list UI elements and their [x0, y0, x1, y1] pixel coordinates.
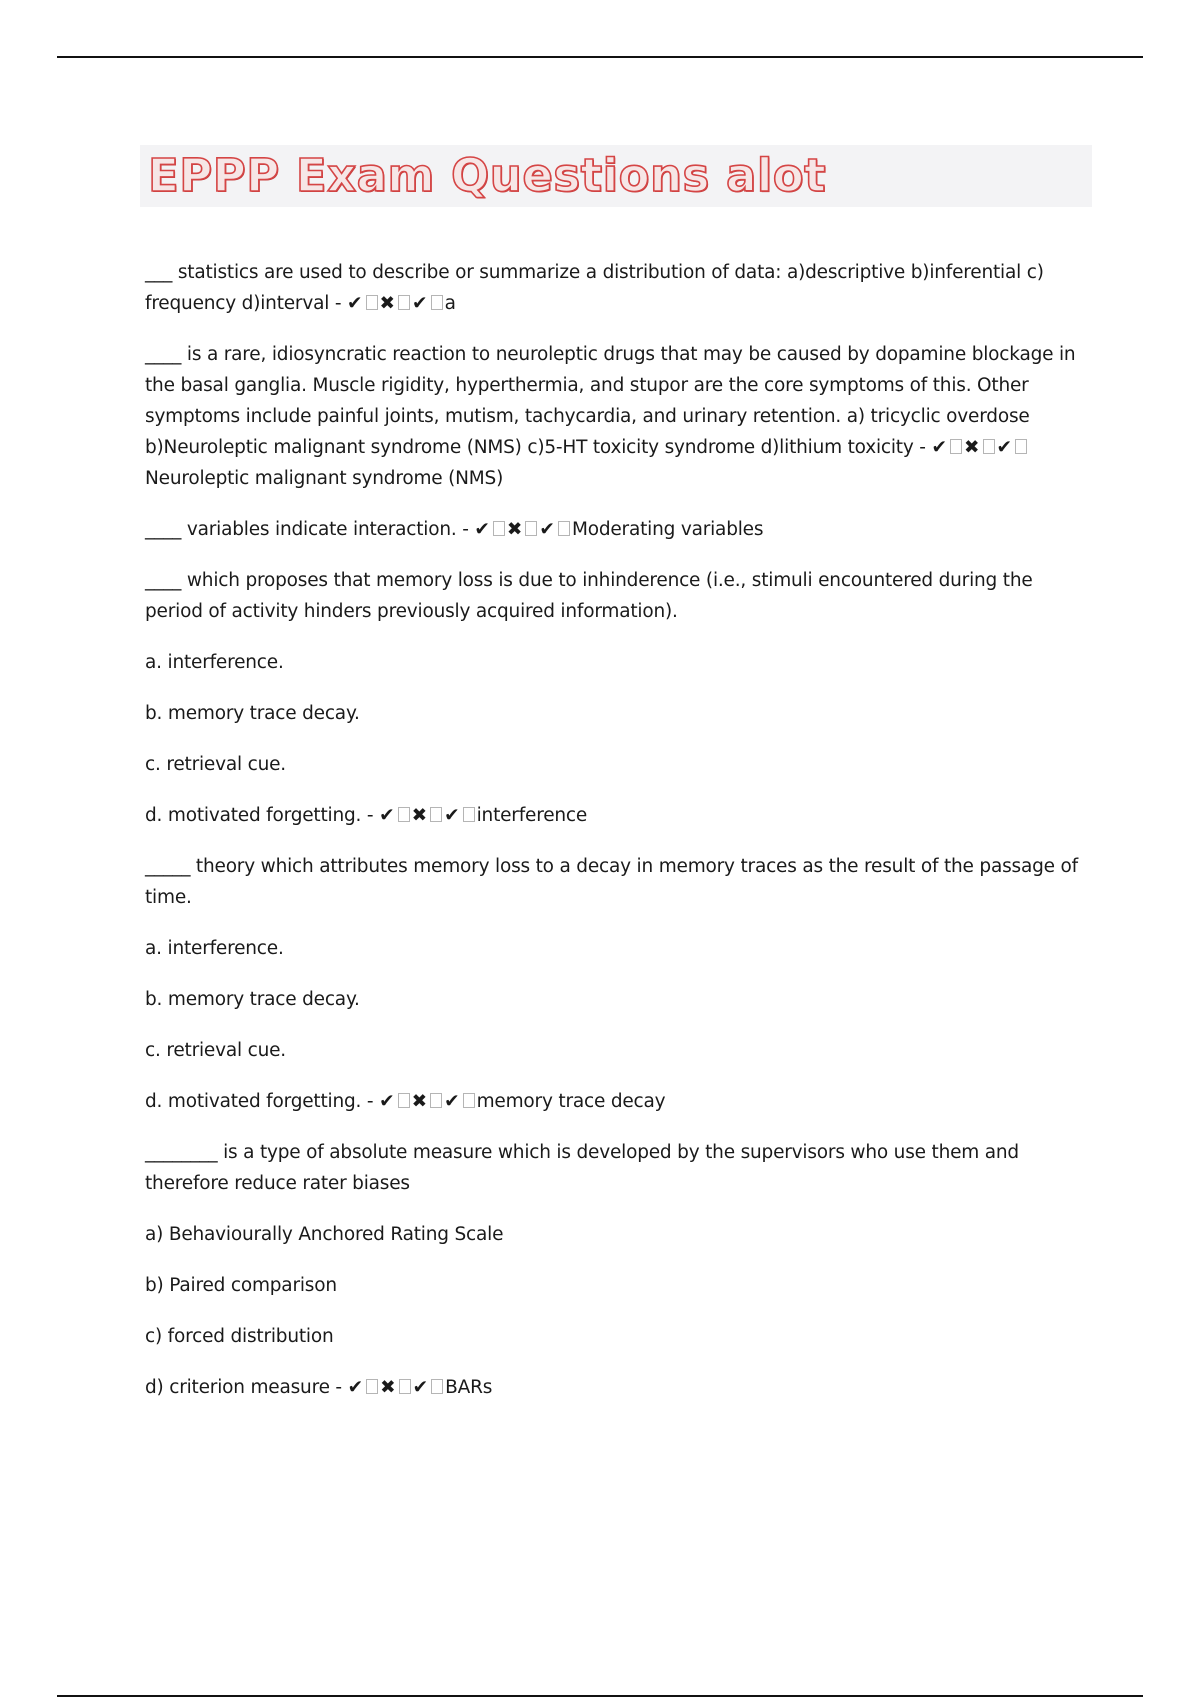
empty-box-glyph: [463, 807, 475, 822]
question-stem: [145, 1137, 1085, 1199]
empty-box-glyph: [366, 1379, 378, 1394]
empty-box-glyph: [398, 295, 410, 310]
question-text: ____ is a rare, idiosyncratic reaction to neuroleptic drugs that may be caused by dopamine blockage in the basal ganglia. Muscle rigidity, hyperthermia, and stupor are the core symptoms of this. Other symptoms include painful joints, mutism, tachycardia, and urinary retention. a) tricyclic overdose b)Neuroleptic malignant syndrome (NMS) c)5-HT toxicity syndrome d)lithium toxicity: [145, 344, 1076, 458]
footer-rule: [57, 1695, 1143, 1697]
option-text: b) Paired comparison: [145, 1275, 337, 1296]
answer-option: [145, 1270, 1085, 1301]
empty-box-glyph: [431, 295, 443, 310]
empty-box-glyph: [366, 295, 378, 310]
answer-separator: -: [329, 293, 348, 314]
cross-mark-icon: ✖: [411, 1091, 429, 1112]
check-mark-icon: ✔: [996, 437, 1014, 458]
empty-box-glyph: [463, 1093, 475, 1108]
question-stem: [145, 851, 1085, 913]
answer-option: [145, 1321, 1085, 1352]
cross-mark-icon: ✖: [411, 805, 429, 826]
check-mark-icon: ✔: [412, 1377, 430, 1398]
answer-text: memory trace decay: [476, 1091, 666, 1112]
check-mark-icon: ✔: [379, 1091, 396, 1112]
option-text: b. memory trace decay.: [145, 703, 360, 724]
answer-option: [145, 1035, 1085, 1066]
check-mark-icon: ✔: [474, 519, 491, 540]
answer-option: [145, 1372, 1085, 1403]
empty-box-glyph: [983, 439, 995, 454]
document-title: EPPP Exam Questions alot: [148, 149, 827, 202]
answer-text: interference: [476, 805, 588, 826]
option-text: d. motivated forgetting.: [145, 1091, 362, 1112]
answer-marks: [347, 293, 445, 314]
question-list: [145, 257, 1085, 1423]
answer-option: [145, 698, 1085, 729]
answer-separator: -: [329, 1377, 348, 1398]
header-rule: [57, 56, 1143, 58]
cross-mark-icon: ✖: [380, 1377, 397, 1398]
option-text: c. retrieval cue.: [145, 1040, 286, 1061]
answer-marks: [348, 1377, 446, 1398]
empty-box-glyph: [398, 807, 410, 822]
empty-box-glyph: [431, 1379, 443, 1394]
answer-option: [145, 1219, 1085, 1250]
check-mark-icon: ✔: [347, 1377, 365, 1398]
answer-separator: -: [913, 437, 932, 458]
option-text: b. memory trace decay.: [145, 989, 360, 1010]
option-text: a. interference.: [145, 938, 284, 959]
option-text: a. interference.: [145, 652, 284, 673]
question-text: ____ variables indicate interaction.: [145, 519, 457, 540]
question-text: ___ statistics are used to describe or summarize a distribution of data: a)descriptive b)inferential c) frequency d)interval: [145, 262, 1044, 314]
question-text: ________ is a type of absolute measure which is developed by the supervisors who use them and therefore reduce rater biases: [145, 1142, 1019, 1194]
cross-mark-icon: ✖: [963, 437, 981, 458]
answer-text: Moderating variables: [571, 519, 764, 540]
question-text: _____ theory which attributes memory loss to a decay in memory traces as the result of the passage of time.: [145, 856, 1078, 908]
answer-option: [145, 1086, 1085, 1117]
answer-marks: [931, 437, 1029, 458]
answer-option: [145, 647, 1085, 678]
answer-marks: [379, 805, 477, 826]
answer-separator: -: [361, 1091, 380, 1112]
option-text: c) forced distribution: [145, 1326, 334, 1347]
empty-box-glyph: [430, 807, 442, 822]
question-stem: [145, 514, 1085, 545]
question-text: ____ which proposes that memory loss is due to inhinderence (i.e., stimuli encountered during the period of activity hinders previously acquired information).: [145, 570, 1033, 622]
check-mark-icon: ✔: [539, 519, 556, 540]
question-stem: [145, 565, 1085, 627]
empty-box-glyph: [399, 1379, 411, 1394]
empty-box-glyph: [493, 521, 505, 536]
empty-box-glyph: [430, 1093, 442, 1108]
answer-separator: -: [361, 805, 380, 826]
cross-mark-icon: ✖: [379, 293, 397, 314]
answer-option: [145, 984, 1085, 1015]
empty-box-glyph: [525, 521, 537, 536]
check-mark-icon: ✔: [347, 293, 364, 314]
answer-text: a: [444, 293, 456, 314]
answer-option: [145, 800, 1085, 831]
answer-marks: [474, 519, 572, 540]
check-mark-icon: ✔: [444, 1091, 461, 1112]
answer-option: [145, 933, 1085, 964]
option-text: d. motivated forgetting.: [145, 805, 362, 826]
empty-box-glyph: [558, 521, 570, 536]
check-mark-icon: ✔: [379, 805, 396, 826]
option-text: a) Behaviourally Anchored Rating Scale: [145, 1224, 504, 1245]
answer-separator: -: [456, 519, 475, 540]
cross-mark-icon: ✖: [506, 519, 524, 540]
option-text: d) criterion measure: [145, 1377, 330, 1398]
answer-marks: [379, 1091, 477, 1112]
check-mark-icon: ✔: [412, 293, 429, 314]
empty-box-glyph: [950, 439, 962, 454]
title-banner: [140, 145, 1092, 207]
check-mark-icon: ✔: [931, 437, 948, 458]
question-stem: [145, 257, 1085, 319]
answer-option: [145, 749, 1085, 780]
check-mark-icon: ✔: [444, 805, 461, 826]
empty-box-glyph: [1015, 439, 1027, 454]
answer-text: BARs: [445, 1377, 493, 1398]
question-stem: [145, 339, 1085, 494]
empty-box-glyph: [398, 1093, 410, 1108]
answer-text: Neuroleptic malignant syndrome (NMS): [145, 468, 504, 489]
option-text: c. retrieval cue.: [145, 754, 286, 775]
